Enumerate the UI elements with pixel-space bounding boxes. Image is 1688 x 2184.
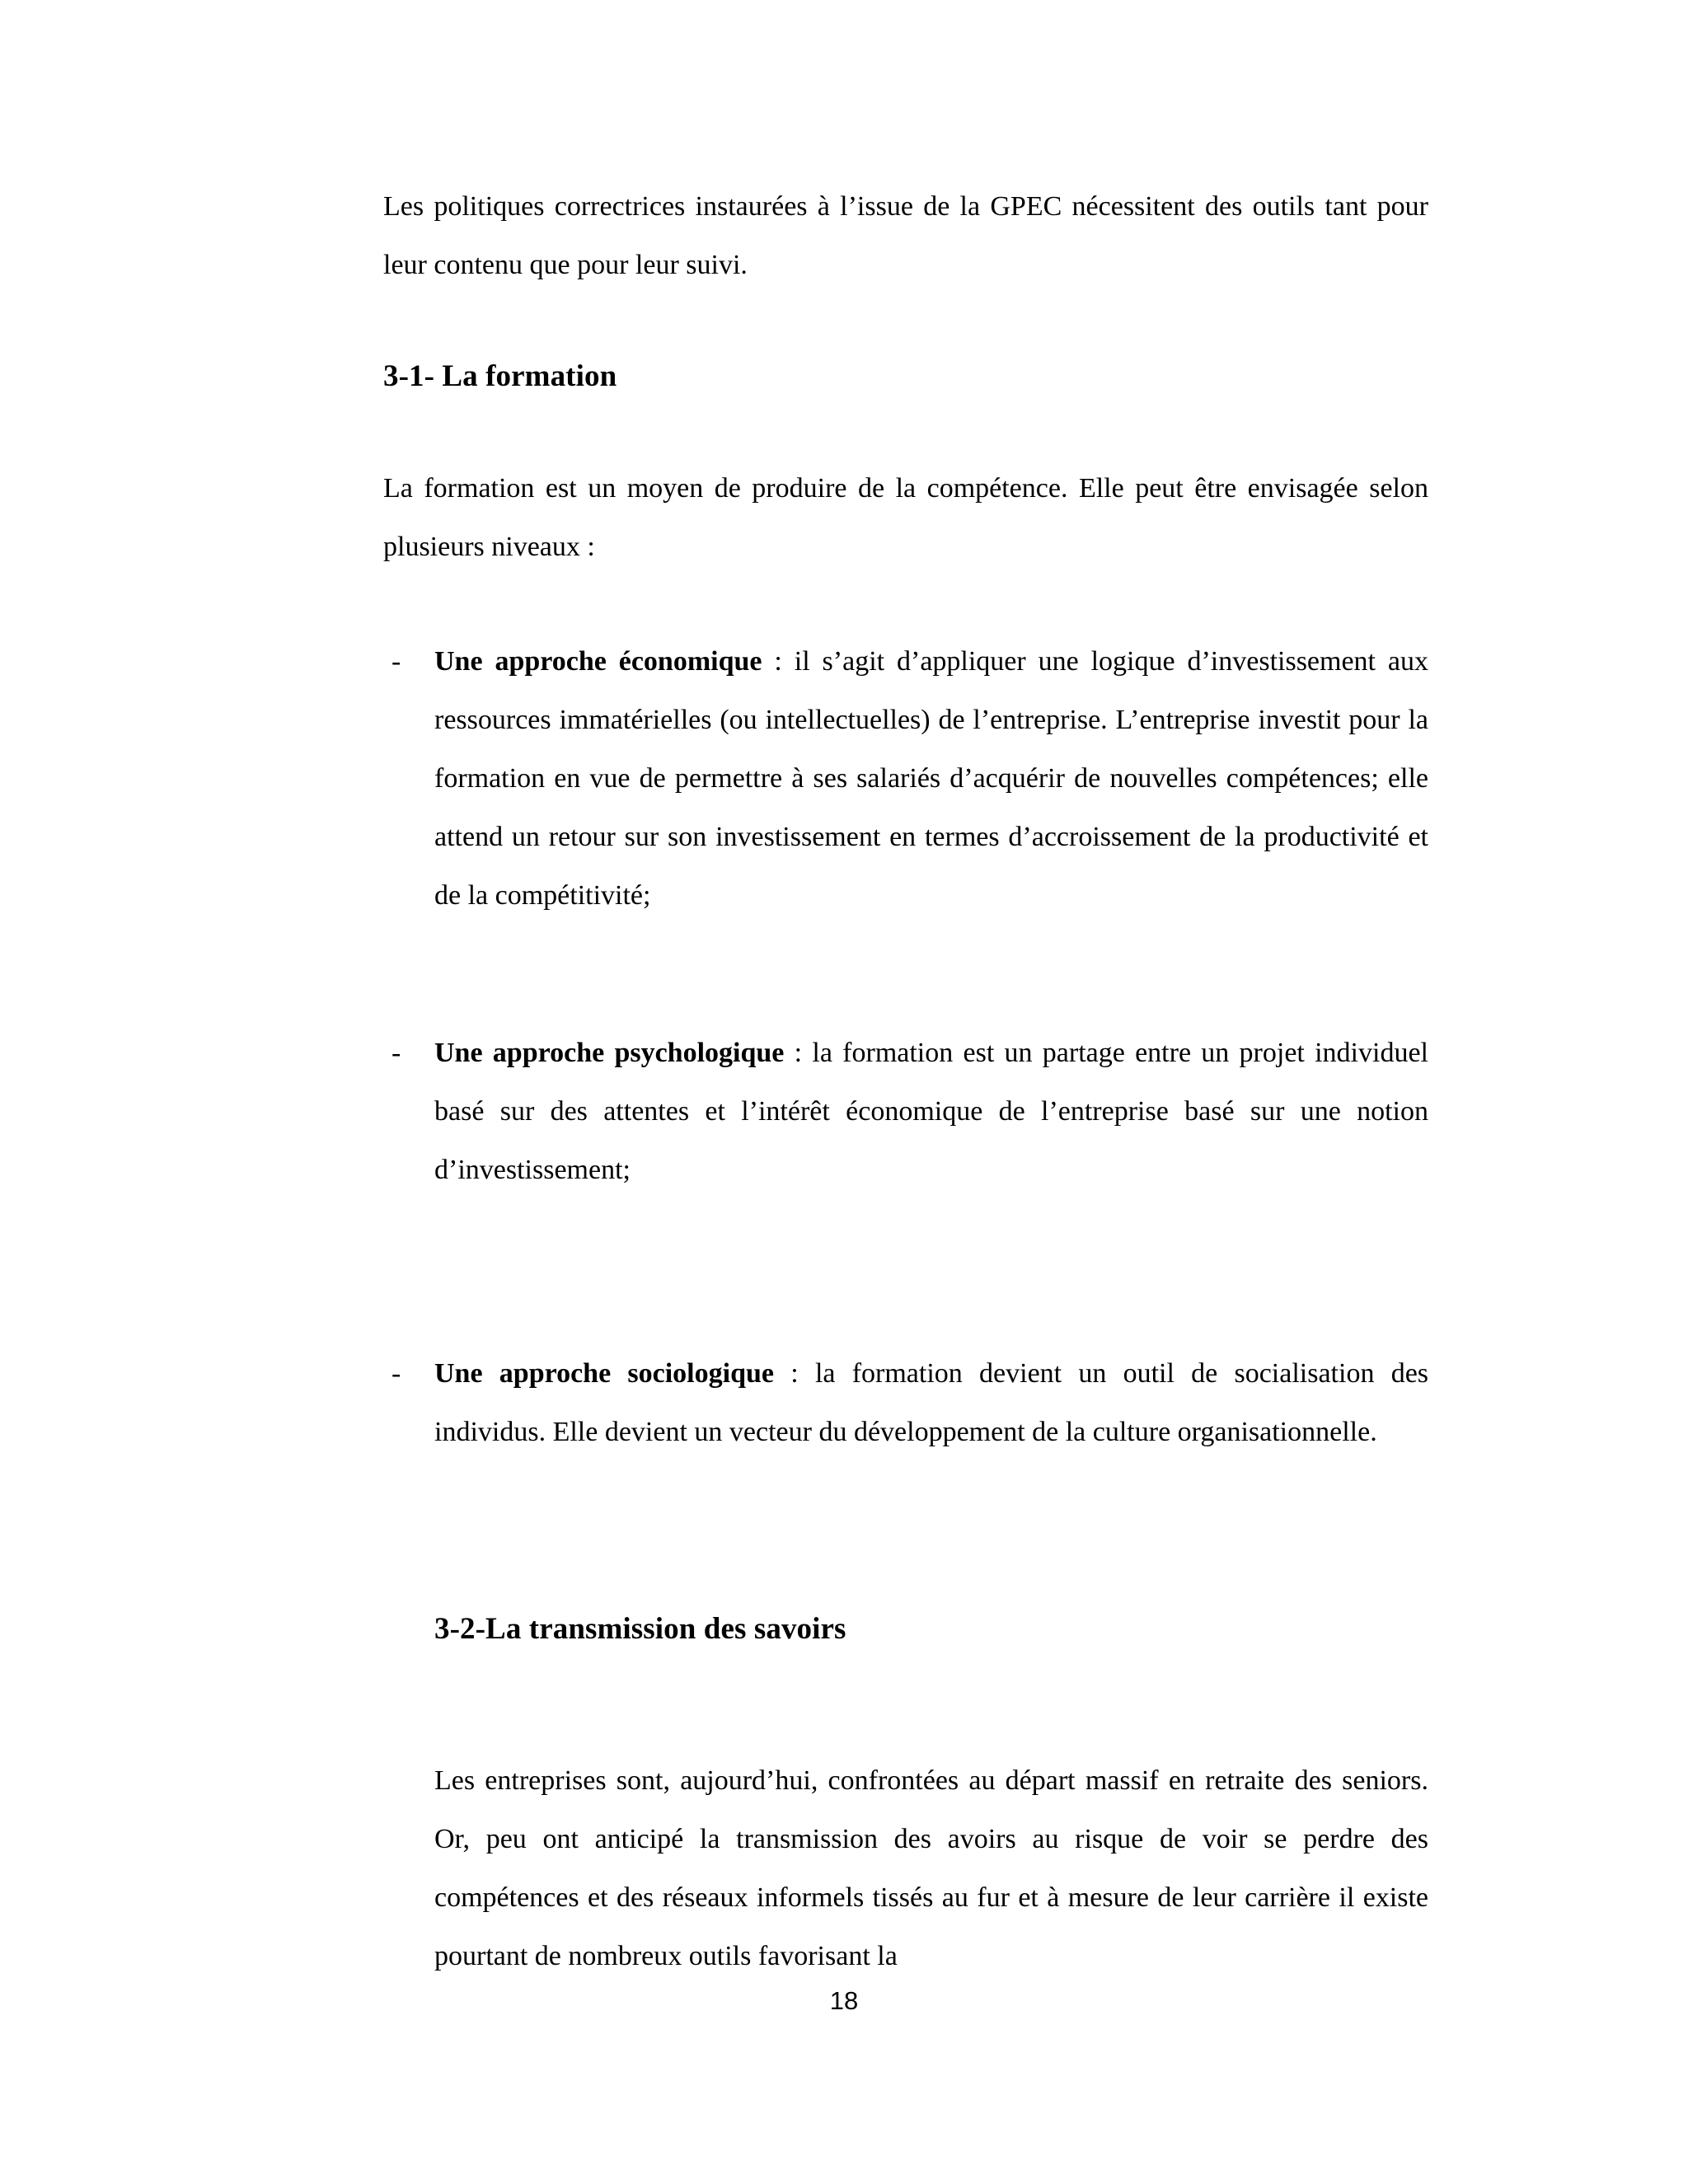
spacer: [383, 294, 1428, 354]
section-heading-3-1: 3-1- La formation: [383, 359, 617, 393]
list-item-text: [434, 1024, 1428, 1199]
intro-paragraph: Les politiques correctrices instaurées à l’issue de la GPEC nécessitent des outils tant pour leur contenu que pour leur suivi.: [383, 191, 1428, 280]
list-item-separator: :: [774, 1358, 815, 1389]
list-item-text: [434, 1344, 1428, 1461]
list-item-separator: :: [762, 646, 795, 677]
spacer: [383, 1461, 1428, 1606]
spacer: [383, 400, 1428, 459]
list-item-separator: :: [784, 1038, 813, 1068]
list-item-body: la formation est un partage entre un projet individuel basé sur des attentes et l’intérêt économique de l’entreprise basé sur une notion d’investissement;: [434, 1038, 1428, 1185]
spacer: [383, 1652, 1428, 1751]
spacer: [383, 576, 1428, 632]
list-item: [383, 1024, 1428, 1199]
spacer: [383, 925, 1428, 1024]
list-item: [383, 632, 1428, 925]
list-item-body: il s’agit d’appliquer une logique d’investissement aux ressources immatérielles (ou intellectuelles) de l’entreprise. L’entreprise investit pour la formation en vue de permettre à ses salariés d’acquérir de nouvelles compétences; elle attend un retour sur son investissement en termes d’accroissement de la productivité et de la compétitivité;: [434, 646, 1428, 911]
list-item-text: [434, 632, 1428, 925]
page-content: [383, 177, 1428, 1985]
spacer: [383, 1199, 1428, 1344]
list-item-lead-in: Une approche économique: [434, 646, 762, 677]
list-item: [383, 1344, 1428, 1461]
section-2-paragraph: Les entreprises sont, aujourd’hui, confrontées au départ massif en retraite des seniors. Or, peu ont anticipé la transmission des avoirs au risque de voir se perdre des compétences et des réseaux informels tissés au fur et à mesure de leur carrière il existe pourtant de nombreux outils favorisant la: [434, 1765, 1428, 1971]
list-item-lead-in: Une approche psychologique: [434, 1038, 785, 1068]
bullet-dash-marker: -: [392, 646, 401, 677]
section-heading-3-2: 3-2-La transmission des savoirs: [434, 1612, 846, 1646]
page-number: 18: [829, 1986, 859, 2015]
list-item-body: la formation devient un outil de socialisation des individus. Elle devient un vecteur du développement de la culture organisationnelle.: [434, 1358, 1429, 1447]
list-item-lead-in: Une approche sociologique: [434, 1358, 774, 1389]
bullet-dash-marker: -: [392, 1038, 401, 1068]
bullet-dash-marker: -: [392, 1358, 401, 1389]
section-1-paragraph: La formation est un moyen de produire de la compétence. Elle peut être envisagée selon plusieurs niveaux :: [383, 473, 1428, 562]
